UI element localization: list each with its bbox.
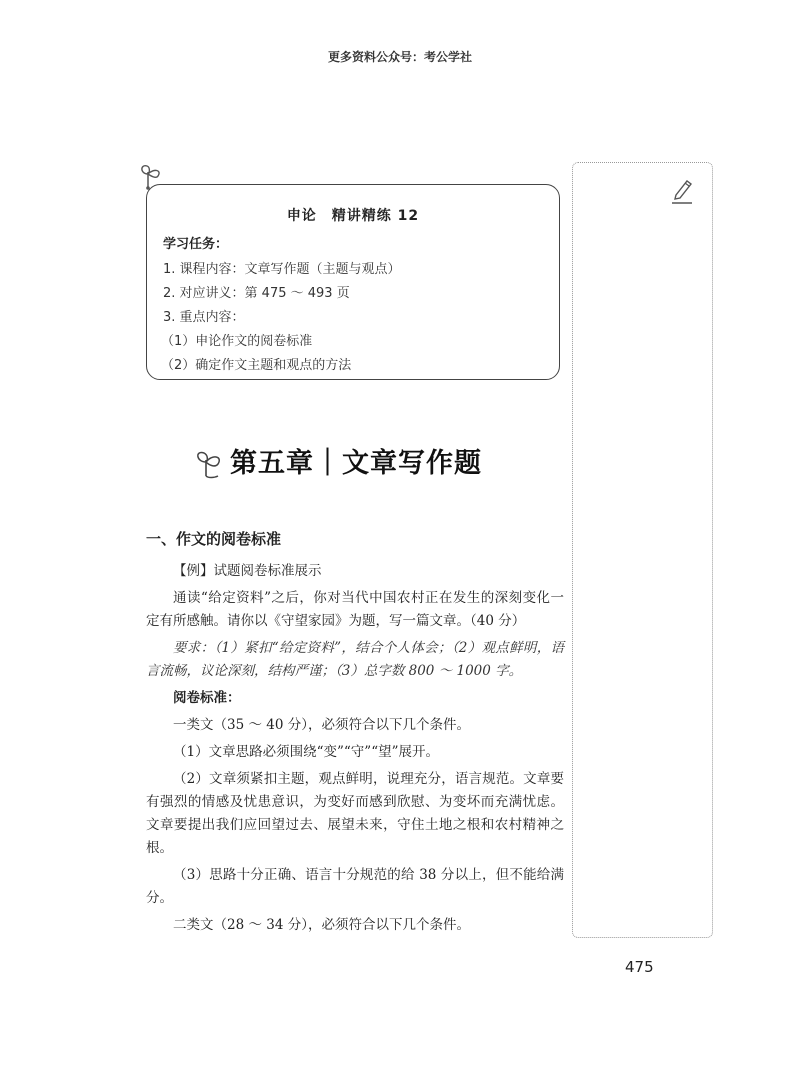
task-line-course: 1. 课程内容：文章写作题（主题与观点） — [163, 262, 401, 277]
page-number: 475 — [625, 958, 654, 976]
prompt-paragraph: 通读“给定资料”之后，你对当代中国农村正在发生的深刻变化一定有所感触。请你以《守望家园》为题，写一篇文章。（40 分） — [146, 590, 564, 629]
body-text — [146, 560, 564, 937]
section-heading: 一、作文的阅卷标准 — [146, 530, 282, 548]
criteria-label: 阅卷标准： — [173, 690, 241, 706]
task-line-key: 3. 重点内容： — [163, 310, 245, 325]
class1-paragraph: 一类文（35 ～ 40 分），必须符合以下几个条件。 — [173, 717, 470, 733]
task-line-key-1: （1）申论作文的阅卷标准 — [161, 334, 313, 349]
task-line-handout: 2. 对应讲义：第 475 ～ 493 页 — [163, 286, 350, 301]
criteria-item-3: （3）思路十分正确、语言十分规范的给 38 分以上，但不能给满分。 — [146, 867, 564, 906]
requirements-paragraph: 要求：（1）紧扣“给定资料”，结合个人体会；（2）观点鲜明，语言流畅，议论深刻，结构严谨；（3）总字数 800 ～ 1000 字。 — [146, 640, 564, 679]
task-title: 申论 精讲精练 12 — [286, 208, 420, 224]
chapter-heading — [190, 436, 482, 484]
pencil-icon — [670, 177, 694, 205]
class2-paragraph: 二类文（28 ～ 34 分），必须符合以下几个条件。 — [173, 917, 470, 933]
header-note: 更多资料公众号：考公学社 — [327, 50, 472, 64]
sprout-icon — [190, 440, 226, 480]
notes-side-panel — [572, 162, 713, 938]
chapter-title: 第五章｜文章写作题 — [230, 447, 482, 479]
study-task-box — [146, 184, 560, 380]
criteria-item-2: （2）文章须紧扣主题，观点鲜明，说理充分，语言规范。文章要有强烈的情感及忧患意识，为变好而感到欣慰、为变坏而充满忧虑。文章要提出我们应回望过去、展望未来，守住土地之根和农村精神之根。 — [146, 771, 564, 856]
example-label: 【例】试题阅卷标准展示 — [173, 563, 322, 579]
task-line-key-2: （2）确定作文主题和观点的方法 — [161, 358, 352, 373]
task-label: 学习任务： — [163, 237, 229, 252]
criteria-item-1: （1）文章思路必须围绕“变”“守”“望”展开。 — [173, 744, 439, 760]
